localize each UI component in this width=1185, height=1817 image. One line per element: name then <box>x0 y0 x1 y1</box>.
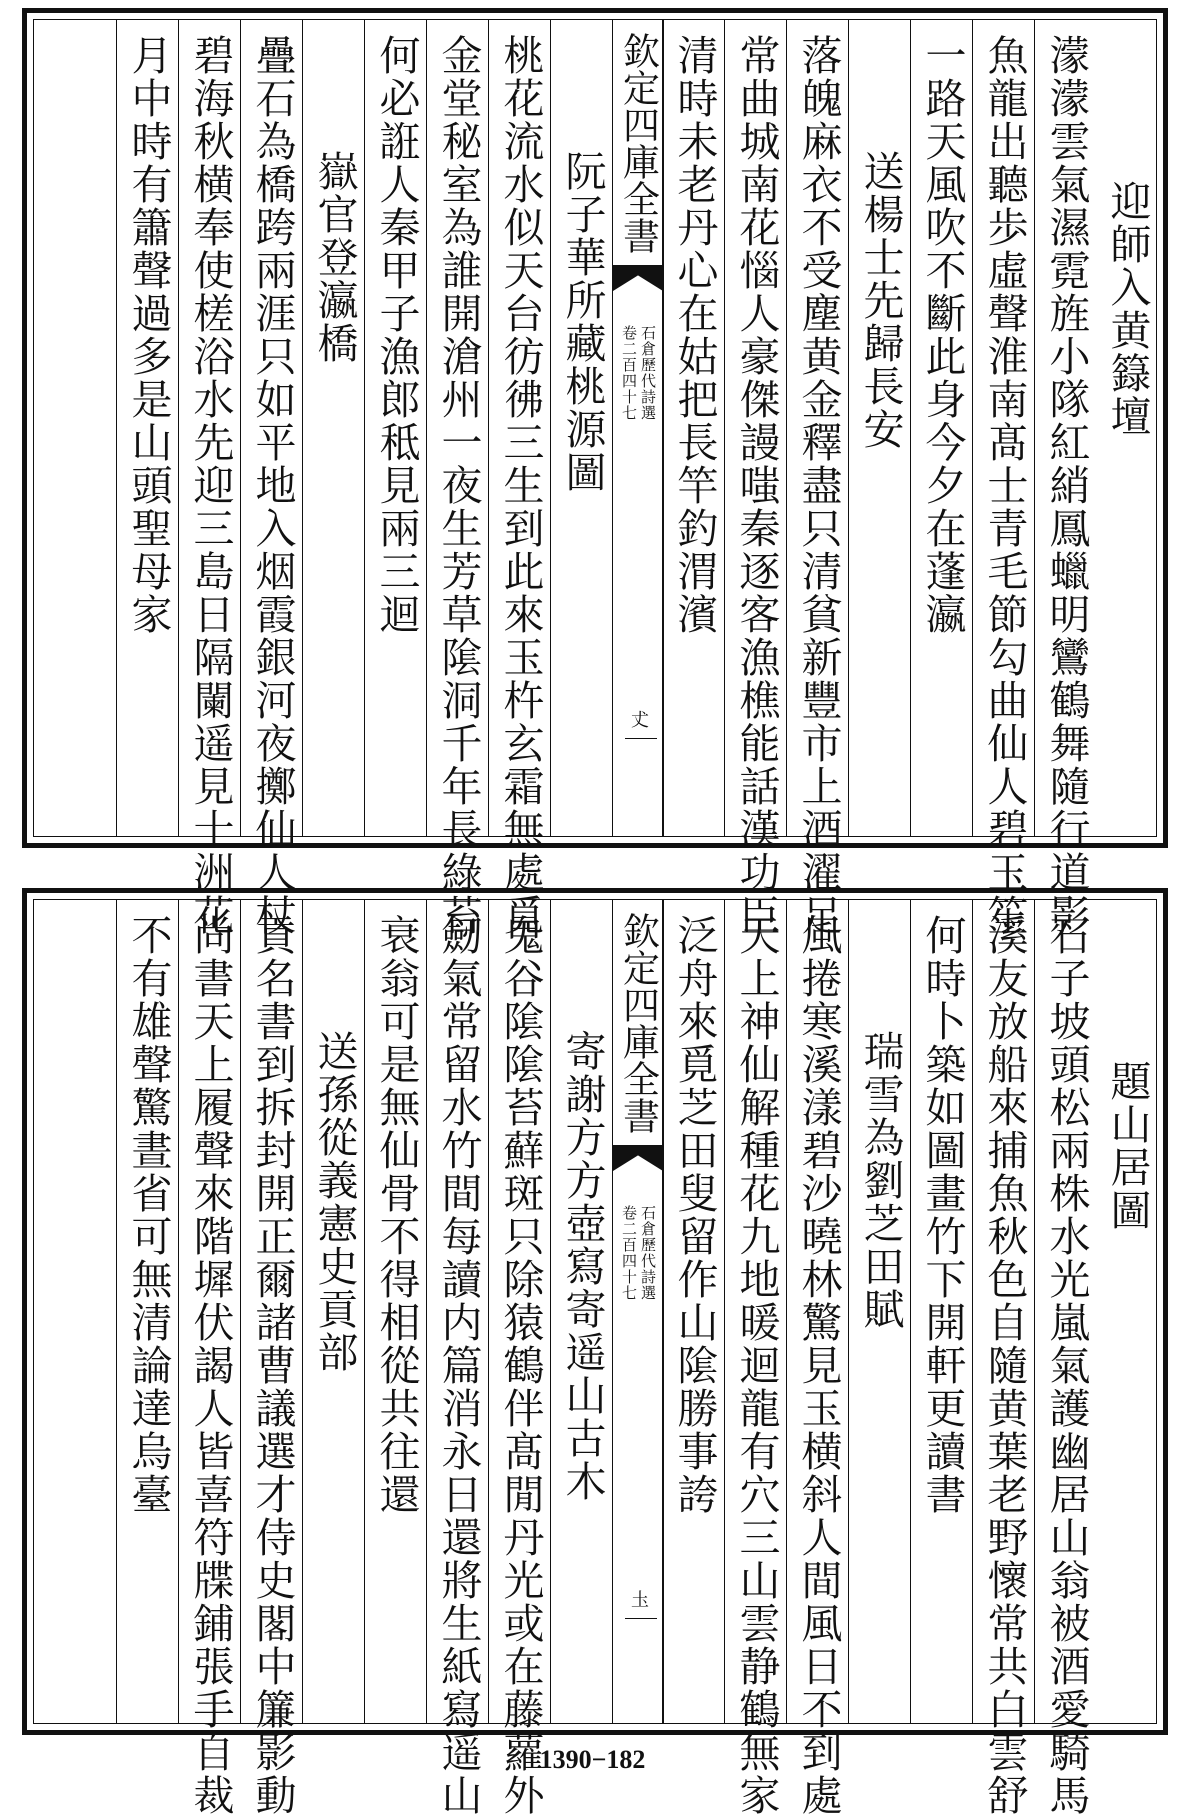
spine-page-number: 圡 <box>628 1590 649 1608</box>
text-column <box>550 900 613 1723</box>
text-column <box>972 20 1035 937</box>
poem-line: 清時未老丹心在姑把長竿釣渭濱 <box>670 34 719 636</box>
spine-source-title: 石倉歷代詩選 <box>639 325 657 421</box>
text-column <box>240 900 303 1817</box>
text-column <box>488 20 551 937</box>
poem-line: 月中時有簫聲過多是山頭聖母家 <box>124 34 173 636</box>
text-column <box>302 900 365 1723</box>
text-column <box>848 900 911 1723</box>
text-column <box>116 20 179 836</box>
text-column <box>488 900 551 1817</box>
spine-page-number: 𠀋 <box>628 710 649 728</box>
text-column <box>910 900 973 1723</box>
text-column <box>724 20 787 937</box>
poem-line: 風捲寒溪漾碧沙曉林驚見玉横斜人間風日不到處 <box>794 914 843 1817</box>
poem-title: 瑞雪為劉芝田賦 <box>856 1030 905 1331</box>
poem-line: 疊石為橋跨兩涯只如平地入烟霞銀河夜擲仙人杖 <box>248 34 297 937</box>
poem-line: 貢名書到拆封開正爾諸曹議選才侍史閣中簾影動 <box>248 914 297 1817</box>
poem-line: 金堂秘室為誰開滄州一夜生芳草隂洞千年長綠苔 <box>434 34 483 937</box>
text-column <box>910 20 973 836</box>
text-column <box>364 900 427 1723</box>
poem-line: 濛濛雲氣濕霓旌小隊紅綃鳳蠟明鸞鶴舞隨行道影 <box>1042 34 1091 937</box>
poem-line: 一路天風吹不斷此身今夕在蓬瀛 <box>918 34 967 636</box>
poem-line: 劒氣常留水竹間每讀内篇消永日還將生紙寫遥山 <box>434 914 483 1817</box>
poem-line: 尚書天上履聲來階墀伏謁人皆喜符牒鋪張手自裁 <box>186 914 235 1817</box>
text-column <box>550 20 613 836</box>
text-column <box>848 20 911 836</box>
poem-line: 何時卜築如圖畫竹下開軒更讀書 <box>918 914 967 1516</box>
poem-title: 寄謝方方壺寫寄遥山古木 <box>558 1030 607 1503</box>
poem-line: 魚龍出聽歩虛聲淮南髙士青毛節勾曲仙人碧玉笙 <box>980 34 1029 937</box>
text-column <box>724 900 787 1817</box>
poem-title: 送孫從義憲史貢部 <box>310 1030 359 1374</box>
poem-line: 鬼谷隂隂苔蘚斑只除猿鶴伴髙閒丹光或在藤蘿外 <box>496 914 545 1817</box>
poem-line: 常曲城南花惱人豪傑謾嗤秦逐客漁樵能話漢功臣 <box>732 34 781 937</box>
page-number: 1390−182 <box>539 1745 646 1774</box>
poem-line: 碧海秋横奉使槎浴水先迎三島日隔闌遥見十洲花 <box>186 34 235 937</box>
spine-collection-title: 欽定四庫全書 <box>616 912 660 1134</box>
text-column <box>302 20 365 836</box>
poem-line: 衰翁可是無仙骨不得相從共往還 <box>372 914 421 1516</box>
spine-margin <box>612 900 664 1723</box>
spine-page-rule <box>625 738 657 739</box>
text-column <box>116 900 179 1723</box>
text-column <box>1034 900 1097 1817</box>
spine-volume: 卷二百四十七 <box>620 1205 638 1301</box>
text-column <box>662 20 725 836</box>
fishtail-mark-icon <box>613 265 663 291</box>
poem-line: 桃花流水似天台彷彿三生到此來玉杵玄霜無處覓 <box>496 34 545 937</box>
text-column <box>240 20 303 937</box>
poem-title: 迎師入黄籙壇 <box>1103 180 1152 438</box>
text-column <box>662 900 725 1723</box>
text-column <box>178 900 241 1817</box>
poem-line: 石子坡頭松兩株水光嵐氣護幽居山翁被酒愛騎馬 <box>1042 914 1091 1817</box>
text-column <box>786 900 849 1817</box>
poem-title: 阮子華所藏桃源圖 <box>558 150 607 494</box>
text-column <box>1096 900 1158 1723</box>
poem-title: 嶽官登瀛橋 <box>310 150 359 365</box>
spine-margin <box>612 20 664 836</box>
spine-volume: 卷二百四十七 <box>620 325 638 421</box>
poem-line: 溪友放船來捕魚秋色自隨黄葉老野懷常共白雲舒 <box>980 914 1029 1817</box>
text-column <box>972 900 1035 1817</box>
text-column <box>178 20 241 937</box>
poem-title: 送楊士先歸長安 <box>856 150 905 451</box>
poem-line: 何必誑人秦甲子漁郎秪見兩三迴 <box>372 34 421 636</box>
spine-source-title: 石倉歷代詩選 <box>639 1205 657 1301</box>
text-column <box>426 20 489 937</box>
text-column <box>426 900 489 1817</box>
text-column <box>786 20 849 937</box>
fishtail-mark-icon <box>613 1145 663 1171</box>
top-page-panel <box>22 8 1168 937</box>
spine-collection-title: 欽定四庫全書 <box>616 32 660 254</box>
poem-title: 題山居圖 <box>1103 1060 1152 1232</box>
spine-page-rule <box>625 1618 657 1619</box>
poem-line: 落魄麻衣不受塵黄金釋盡只清貧新豐市上酒濯足 <box>794 34 843 937</box>
poem-line: 不有雄聲驚晝省可無清論達烏臺 <box>124 914 173 1516</box>
text-column <box>1096 20 1158 836</box>
poem-line: 天上神仙解種花九地暖迴龍有穴三山雲静鶴無家 <box>732 914 781 1817</box>
text-column <box>364 20 427 836</box>
top-page-columns <box>33 19 1157 937</box>
poem-line: 泛舟來覓芝田叟留作山隂勝事誇 <box>670 914 719 1516</box>
text-column <box>1034 20 1097 937</box>
